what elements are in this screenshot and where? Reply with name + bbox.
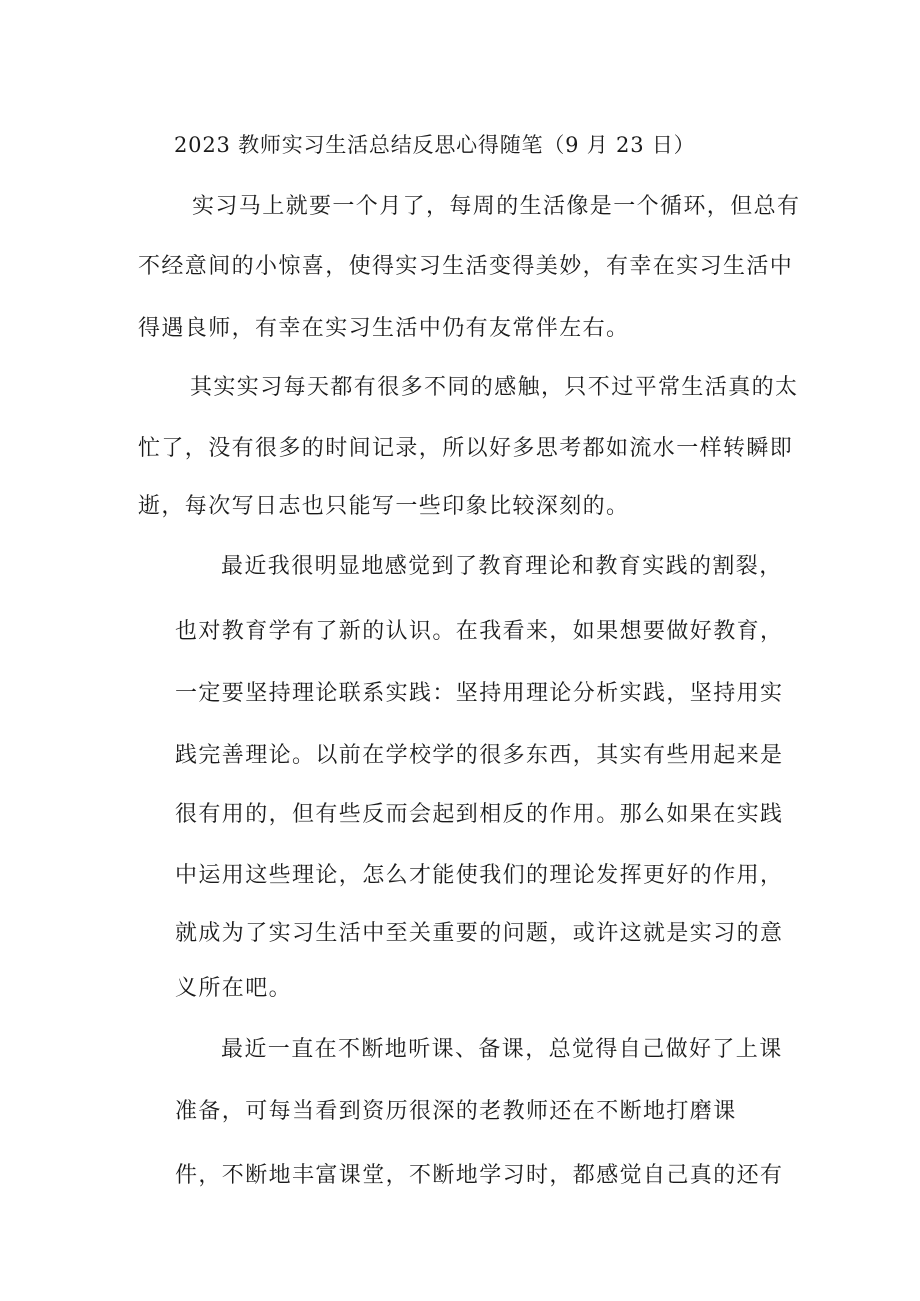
paragraph-line: 实习马上就要一个月了，每周的生活像是一个循环，但总有 bbox=[192, 194, 801, 219]
paragraph-line: 中运用这些理论，怎么才能使我们的理论发挥更好的作用， bbox=[175, 863, 784, 888]
paragraph-line: 最近一直在不断地听课、备课，总觉得自己做好了上课 bbox=[221, 1037, 783, 1062]
paragraph-line: 得遇良师，有幸在实习生活中仍有友常伴左右。 bbox=[138, 316, 630, 341]
paragraph-line: 忙了，没有很多的时间记录，所以好多思考都如流水一样转瞬即 bbox=[138, 436, 794, 461]
paragraph-line: 义所在吧。 bbox=[175, 976, 293, 1001]
paragraph-line: 践完善理论。以前在学校学的很多东西，其实有些用起来是 bbox=[175, 743, 784, 768]
document-title: 2023 教师实习生活总结反思心得随笔（9 月 23 日） bbox=[174, 133, 696, 157]
paragraph-line: 准备，可每当看到资历很深的老教师还在不断地打磨课 bbox=[175, 1099, 737, 1124]
paragraph-line: 就成为了实习生活中至关重要的问题，或许这就是实习的意 bbox=[175, 921, 784, 946]
paragraph-line: 件，不断地丰富课堂，不断地学习时，都感觉自己真的还有 bbox=[175, 1163, 784, 1188]
paragraph-line: 很有用的，但有些反而会起到相反的作用。那么如果在实践 bbox=[175, 802, 784, 827]
paragraph-line: 也对教育学有了新的认识。在我看来，如果想要做好教育， bbox=[175, 619, 784, 644]
paragraph-line: 逝，每次写日志也只能写一些印象比较深刻的。 bbox=[138, 494, 630, 519]
paragraph-line: 不经意间的小惊喜，使得实习生活变得美妙，有幸在实习生活中 bbox=[138, 254, 794, 279]
paragraph-line: 其实实习每天都有很多不同的感触，只不过平常生活真的太 bbox=[190, 375, 799, 400]
paragraph-line: 最近我很明显地感觉到了教育理论和教育实践的割裂， bbox=[221, 554, 783, 579]
paragraph-line: 一定要坚持理论联系实践：坚持用理论分析实践，坚持用实 bbox=[175, 681, 784, 706]
